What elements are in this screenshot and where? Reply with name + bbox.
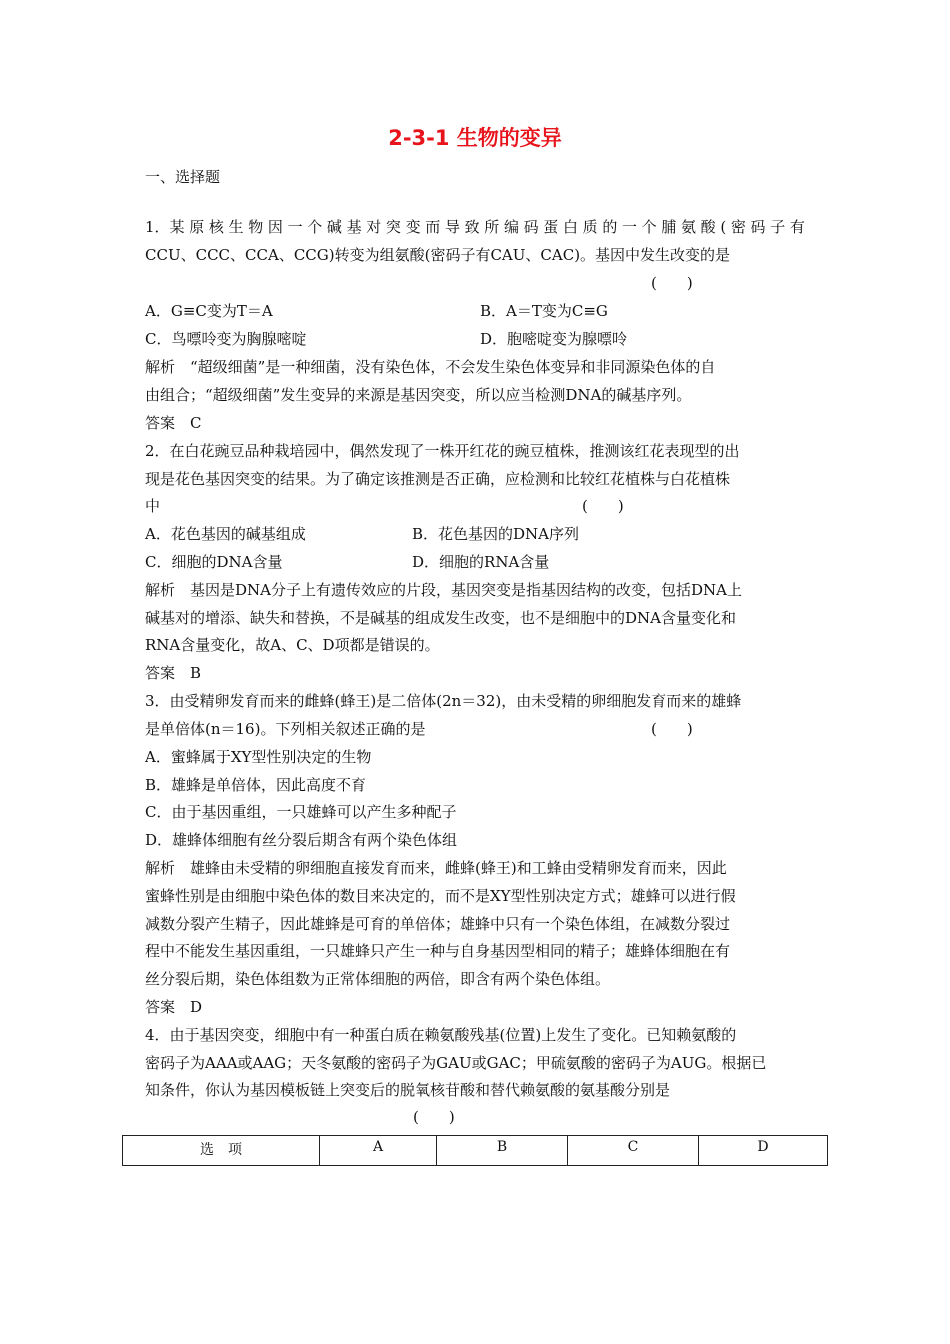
q3-answer: 答案 D (145, 998, 203, 1016)
q3-option-a: A．蜜蜂属于XY型性别决定的生物 (145, 748, 372, 766)
q4-answer-blank: ( ) (413, 1108, 455, 1126)
q1-stem-char: 碱 (326, 218, 342, 236)
q1-answer-blank: ( ) (651, 274, 693, 292)
q3-explanation-line3: 减数分裂产生精子，因此雄蜂是可育的单倍体；雄蜂中只有一个染色体组，在减数分裂过 (145, 915, 731, 933)
q1-stem-char: 白 (562, 218, 578, 236)
q1-stem-char: 的 (602, 218, 618, 236)
q1-stem-char: 致 (464, 218, 480, 236)
q1-stem-char: 突 (385, 218, 401, 236)
q1-stem-char: 蛋 (543, 218, 559, 236)
q2-option-c: C．细胞的DNA含量 (145, 553, 283, 571)
q1-stem-char: 码 (750, 218, 766, 236)
q1-answer: 答案 C (145, 414, 202, 432)
q1-stem-char: 导 (444, 218, 460, 236)
q1-option-b: B．A＝T变为C≡G (480, 302, 608, 320)
q1-stem-line2: CCU、CCC、CCA、CCG)转变为组氨酸(密码子有CAU、CAC)。基因中发生改变的是 (145, 246, 731, 264)
table-header-cell: B (437, 1136, 568, 1166)
q4-stem-line1: 4．由于基因突变，细胞中有一种蛋白质在赖氨酸残基(位置)上发生了变化。已知赖氨酸的 (145, 1026, 737, 1044)
table-header-cell: 选 项 (123, 1136, 320, 1166)
q1-stem-char: 个 (641, 218, 657, 236)
q3-explanation-line4: 程中不能发生基因重组，一只雄蜂只产生一种与自身基因型相同的精子；雄蜂体细胞在有 (145, 942, 731, 960)
q1-stem-char: 一 (287, 218, 303, 236)
q1-stem-line1 (145, 217, 805, 237)
q1-explanation-line1: 解析 “超级细菌”是一种细菌，没有染色体，不会发生染色体变异和非同源染色体的自 (145, 358, 716, 376)
q1-stem-char: 1．某 (145, 218, 185, 236)
q1-stem-char: 基 (346, 218, 362, 236)
q3-option-c: C．由于基因重组，一只雄蜂可以产生多种配子 (145, 803, 457, 821)
q1-stem-char: 变 (405, 218, 421, 236)
q1-stem-char: 子 (770, 218, 786, 236)
q1-option-d: D．胞嘧啶变为腺嘌呤 (480, 330, 628, 348)
q2-option-a: A．花色基因的碱基组成 (145, 525, 306, 543)
q1-stem-char: 编 (503, 218, 519, 236)
q3-explanation-line1: 解析 雄蜂由未受精的卵细胞直接发育而来，雌蜂(蜂王)和工蜂由受精卵发育而来，因此 (145, 859, 727, 877)
q1-stem-char: 脯 (661, 218, 677, 236)
q3-stem-line1: 3．由受精卵发育而来的雌蜂(蜂王)是二倍体(2n＝32)，由未受精的卵细胞发育而来的雄蜂 (145, 692, 742, 710)
q1-stem-char: 对 (366, 218, 382, 236)
q1-stem-char: 密 (730, 218, 746, 236)
q2-explanation-line2: 碱基对的增添、缺失和替换，不是碱基的组成发生改变，也不是细胞中的DNA含量变化和 (145, 609, 736, 627)
q4-stem-line3: 知条件，你认为基因模板链上突变后的脱氧核苷酸和替代赖氨酸的氨基酸分别是 (145, 1081, 671, 1099)
q1-stem-char: 酸 (700, 218, 716, 236)
q1-stem-char: 氨 (681, 218, 697, 236)
q2-answer-blank: ( ) (582, 497, 624, 515)
table-header-cell: D (699, 1136, 828, 1166)
q1-stem-char: 物 (248, 218, 264, 236)
table-header-cell: C (568, 1136, 699, 1166)
q2-stem-line1: 2．在白花豌豆品种栽培园中，偶然发现了一株开红花的豌豆植株，推测该红花表现型的出 (145, 442, 740, 460)
page-title: 2-3-1 生物的变异 (388, 126, 562, 150)
q1-stem-char: ( (720, 218, 727, 236)
q3-explanation-line2: 蜜蜂性别是由细胞中染色体的数目来决定的，而不是XY型性别决定方式；雄蜂可以进行假 (145, 887, 736, 905)
q4-stem-line2: 密码子为AAA或AAG；天冬氨酸的密码子为GAU或GAC；甲硫氨酸的密码子为AUG。根据已 (145, 1054, 767, 1072)
q3-option-b: B．雄蜂是单倍体，因此高度不育 (145, 776, 367, 794)
section-heading: 一、选择题 (145, 168, 221, 186)
q2-option-d: D．细胞的RNA含量 (412, 553, 550, 571)
q1-stem-char: 质 (582, 218, 598, 236)
q3-explanation-line5: 丝分裂后期，染色体组数为正常体细胞的两倍，即含有两个染色体组。 (145, 970, 611, 988)
q2-answer: 答案 B (145, 664, 202, 682)
table-row (123, 1136, 828, 1166)
q2-explanation-line1: 解析 基因是DNA分子上有遗传效应的片段，基因突变是指基因结构的改变，包括DNA上 (145, 581, 742, 599)
q2-stem-line3: 中 (145, 497, 161, 515)
q2-explanation-line3: RNA含量变化，故A、C、D项都是错误的。 (145, 636, 440, 654)
q3-option-d: D．雄蜂体细胞有丝分裂后期含有两个染色体组 (145, 831, 458, 849)
q1-stem-char: 所 (484, 218, 500, 236)
q1-stem-char: 个 (307, 218, 323, 236)
q1-stem-char: 因 (267, 218, 283, 236)
q3-answer-blank: ( ) (651, 720, 693, 738)
q3-stem-line2: 是单倍体(n＝16)。下列相关叙述正确的是 (145, 720, 426, 738)
q1-stem-char: 原 (189, 218, 205, 236)
q2-option-b: B．花色基因的DNA序列 (412, 525, 580, 543)
q1-stem-char: 生 (228, 218, 244, 236)
q1-stem-char: 码 (523, 218, 539, 236)
q1-option-c: C．鸟嘌呤变为胸腺嘧啶 (145, 330, 307, 348)
q1-stem-char: 核 (208, 218, 224, 236)
q1-explanation-line2: 由组合；“超级细菌”发生变异的来源是基因突变，所以应当检测DNA的碱基序列。 (145, 386, 692, 404)
q1-stem-char: 有 (789, 218, 805, 236)
q2-stem-line2: 现是花色基因突变的结果。为了确定该推测是否正确，应检测和比较红花植株与白花植株 (145, 470, 731, 488)
q1-stem-char: 一 (621, 218, 637, 236)
table-header-cell: A (320, 1136, 437, 1166)
q4-options-table (122, 1135, 828, 1166)
q1-option-a: A．G≡C变为T＝A (145, 302, 273, 320)
q1-stem-char: 而 (425, 218, 441, 236)
